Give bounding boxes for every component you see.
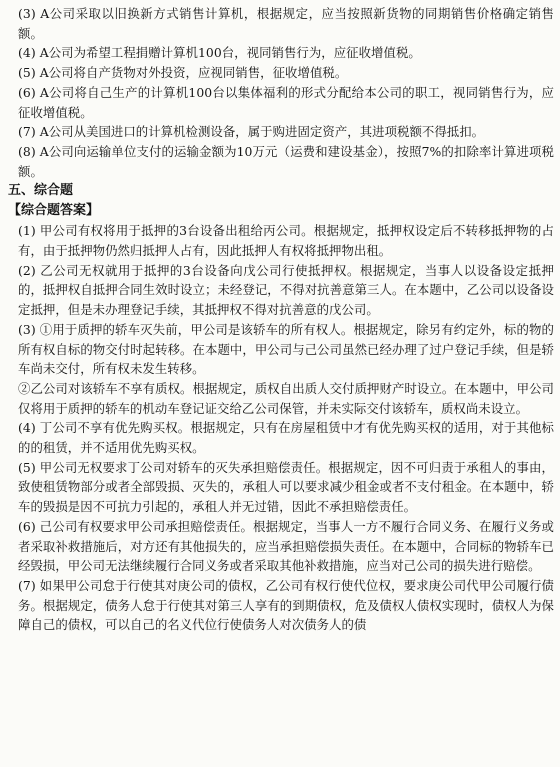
answer-item: (6) 己公司有权要求甲公司承担赔偿责任。根据规定，当事人一方不履行合同义务、在履行义务或者采取补救措施后，对方还有其他损失的，应当承担赔偿损失责任。在本题中，合同标的物轿车已经毁损，甲公司无法继续履行合同义务或者采取其他补救措施，应当对己公司的损失进行赔偿。 [18,518,554,574]
answer-item: (5) 甲公司无权要求丁公司对轿车的灭失承担赔偿责任。根据规定，因不可归责于承租人的事由，致使租赁物部分或者全部毁损、灭失的，承租人可以要求减少租金或者不支付租金。在本题中，轿车的毁损是因不可抗力引起的，承租人并无过错，因此不承担赔偿责任。 [18,459,554,515]
list-item: (3) A公司采取以旧换新方式销售计算机，根据规定，应当按照新货物的同期销售价格确定销售额。 [18,6,554,41]
section-title: 五、综合题 [8,183,74,199]
answer-item: (7) 如果甲公司怠于行使其对庚公司的债权，乙公司有权行使代位权，要求庚公司代甲公司履行债务。根据规定，债务人怠于行使其对第三人享有的到期债权，危及债权人债权实现时，债权人为保障自己的债权，可以自己的名义代位行使债务人对次债务人的债 [18,577,554,633]
answer-item: ②乙公司对该轿车不享有质权。根据规定，质权自出质人交付质押财产时设立。在本题中，甲公司仅将用于质押的轿车的机动车登记证交给乙公司保管，并未实际交付该轿车，质权尚未设立。 [18,380,554,416]
answer-item: (1) 甲公司有权将用于抵押的3台设备出租给丙公司。根据规定，抵押权设定后不转移抵押物的占有，由于抵押物仍然归抵押人占有，因此抵押人有权将抵押物出租。 [18,223,554,259]
answer-item: (2) 乙公司无权就用于抵押的3台设备向戊公司行使抵押权。根据规定，当事人以设备设定抵押的，抵押权自抵押合同生效时设立；未经登记，不得对抗善意第三人。在本题中，乙公司以设备设定抵押，但是未办理登记手续，其抵押权不得对抗善意的戊公司。 [18,262,554,318]
list-item: (4) A公司为希望工程捐赠计算机100台，视同销售行为，应征收增值税。 [18,45,421,61]
document-page [8,4,554,635]
answer-item: (4) 丁公司不享有优先购买权。根据规定，只有在房屋租赁中才有优先购买权的适用，对于其他标的的租赁，并不适用优先购买权。 [18,420,554,456]
answer-title: 【综合题答案】 [8,203,100,219]
list-item: (5) A公司将自产货物对外投资，应视同销售，征收增值税。 [18,65,348,81]
list-item: (6) A公司将自己生产的计算机100台以集体福利的形式分配给本公司的职工，视同销售行为，应征收增值税。 [18,84,554,120]
answer-item: (3) ①用于质押的轿车灭失前，甲公司是该轿车的所有权人。根据规定，除另有约定外，标的物的所有权自标的物交付时起转移。在本题中，甲公司与己公司虽然已经办理了过户登记手续，但是轿车尚未交付，所有权未发生转移。 [18,321,554,377]
list-item: (7) A公司从美国进口的计算机检测设备，属于购进固定资产，其进项税额不得抵扣。 [18,124,485,140]
list-item: (8) A公司向运输单位支付的运输金额为10万元（运费和建设基金），按照7%的扣除率计算进项税额。 [18,143,554,179]
